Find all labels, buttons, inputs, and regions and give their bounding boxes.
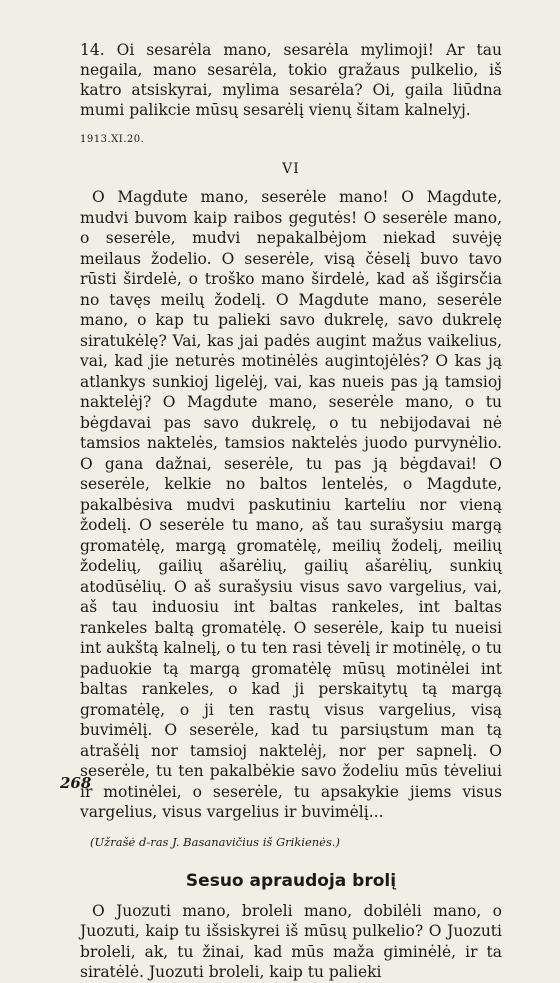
section-numeral: VI bbox=[282, 161, 300, 177]
text-column bbox=[80, 40, 502, 983]
date-line: 1913.XI.20. bbox=[80, 134, 145, 145]
second-lament-paragraph: O Juozuti mano, broleli mano, dobilėli mano, o Juozuti, kaip tu išsiskyrei iš mūsų pulkelio? O Juozuti broleli, ak, tu žinai, kad mūs maža giminėlė, ir ta siratėlė. Juozuti broleli, kaip tu palieki bbox=[80, 901, 502, 981]
page-number: 268 bbox=[60, 774, 92, 792]
source-note: (Užrašė d-ras J. Basanavičius iš Grikienės.) bbox=[90, 834, 341, 849]
section-heading: Sesuo apraudoja brolį bbox=[185, 870, 397, 891]
lament-paragraph: O Magdute mano, seserėle mano! O Magdute, mudvi buvom kaip raibos gegutės! O seserėle mano, o seserėle, mudvi nepakalbėjom niekad suvėję meilaus žodelio. O seserėle, visą čėselį buvo tavo rūsti širdelė, o troško mano širdelė, kad aš išgirsčia no tavęs meilų žodelį. O Magdute mano, seserėle mano, o kap tu palieki savo dukrelę, savo dukrelę siratukėlę? Vai, kas jai padės augint mažus vaikelius, vai, kad jie neturės motinėlės augintojėlės? O kas ją atlankys sunkioj ligelėj, vai, kas nueis pas ją tamsioj naktelėj? O Magdute mano, seserėle mano, o tu bėgdavai pas savo dukrelę, o tu nebijodavai nė tamsios naktelės, tamsios naktelės juodo purvynėlio. O gana dažnai, seserėle, tu pas ją bėgdavai! O seserėle, kelkie no baltos lentelės, o Magdute, pakalbėsiva mudvi paskutiniu karteliu nor vieną žodelį. O seserėle tu mano, aš tau surašysiu margą gromatėlę, margą gromatėlę, meilių žodelį, meilių žodelių, gailių ašarėlių, gailių ašarėlių, sunkių atodūsėlių. O aš surašysiu visus savo vargelius, vai, aš tau induosiu int baltas rankeles, int baltas rankeles baltą gromatėlę. O seserėle, kaip tu nueisi int aukštą kalnelį, o tu ten rasi tėvelį ir motinėlę, o tu paduokie tą margą gromatėlę mūsų motinėlei int baltas rankeles, o kad ji perskaitytų tą margą gromatėlę, o ji ten rastų visus vargelius, visą buvimėlį. O seserėle, kad tu parsiųstum man tą atrašėlį nor tamsioj naktelėj, nor per sapnelį. O seserėle, tu ten pakalbėkie savo žodeliu mūs tėveliui ir motinėlei, o seserėle, tu apsakykie jiems visus vargelius, visus vargelius ir buvimėlį... bbox=[80, 188, 502, 821]
intro-paragraph: 14. Oi sesarėla mano, sesarėla mylimoji! Ar tau negaila, mano sesarėla, tokio gražaus pulkelio, iš katro atsiskyrai, mylima sesarėla? Oi, gaila liūdna mumi palikcie mūsų sesarėlį vienų šitam kalnelyj. bbox=[80, 41, 502, 119]
